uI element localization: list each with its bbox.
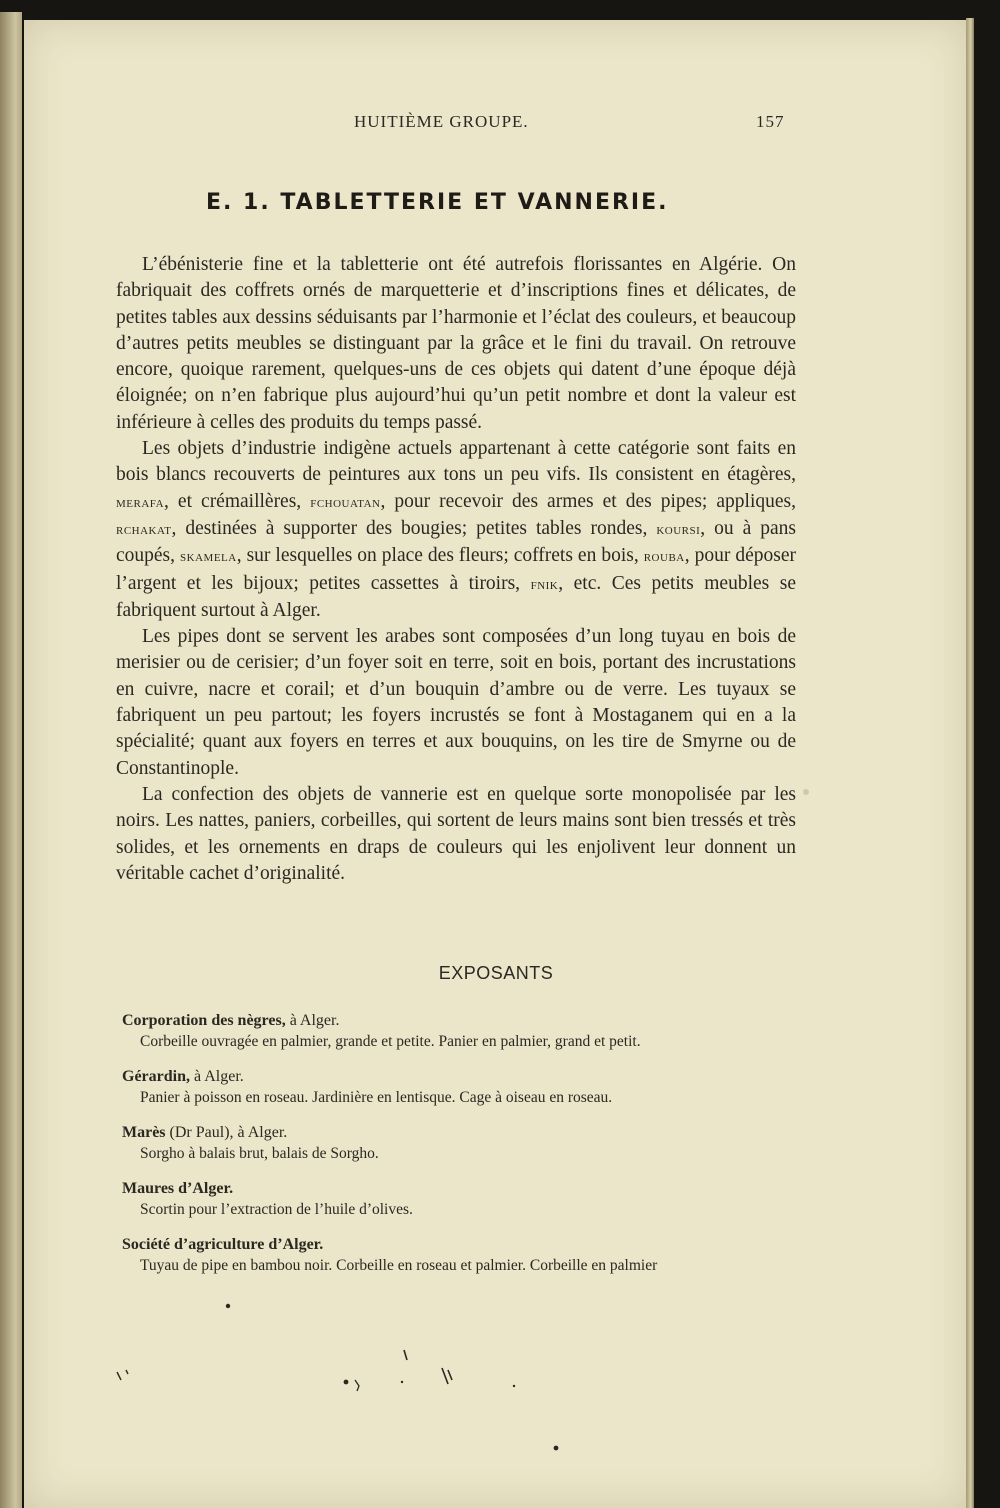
exhibitor-entry	[122, 1066, 842, 1108]
p2-text: , pour recevoir des armes et des pipes; appliques,	[380, 490, 796, 512]
term-fchouatan: fchouatan	[310, 493, 381, 511]
exhibitor-entry	[122, 1178, 842, 1220]
page-number: 157	[756, 112, 785, 131]
exhibitor-name: Gérardin,	[122, 1068, 190, 1085]
ink-speck	[803, 789, 809, 795]
exhibitor-header	[122, 1066, 842, 1087]
ink-speck	[117, 1370, 128, 1380]
exhibitor-name: Marès	[122, 1124, 166, 1141]
p2-text: , et crémaillères,	[164, 490, 311, 512]
paragraph-4: La confection des objets de vannerie est en quelque sorte monopolisée par les noirs. Les nattes, paniers, corbeilles, qui sortent de leurs mains sont bien tressés et très solides, et les ornements en draps de couleurs qui les enjolivent leur donnent un véritable cachet d’originalité.	[116, 783, 796, 884]
exhibitor-items: Panier à poisson en roseau. Jardinière en lentisque. Cage à oiseau en roseau.	[140, 1089, 613, 1106]
facing-page-edge	[0, 12, 22, 1508]
exhibitor-entry	[122, 1010, 842, 1052]
exhibitor-name: Société d’agriculture d’Alger.	[122, 1236, 324, 1253]
exhibitor-items: Scortin pour l’extraction de l’huile d’olives.	[140, 1201, 413, 1218]
p2-text: , ou à pans coupés,	[116, 517, 796, 567]
p2-text: , pour déposer l’argent et les bijoux; petites cassettes à tiroirs,	[116, 545, 796, 594]
term-fnik: fnik	[530, 575, 559, 593]
exhibitor-name: Maures d’Alger.	[122, 1180, 234, 1197]
exhibitor-items: Corbeille ouvragée en palmier, grande et petite. Panier en palmier, grand et petit.	[140, 1033, 641, 1050]
exhibitor-items: Sorgho à balais brut, balais de Sorgho.	[140, 1145, 379, 1162]
ink-speck	[554, 1446, 559, 1451]
exhibitor-header	[122, 1010, 842, 1031]
exhibitor-entry	[122, 1234, 842, 1276]
ink-speck	[226, 1304, 230, 1308]
exhibitor-header	[122, 1122, 842, 1143]
page-edge	[966, 18, 974, 1508]
exhibitor-list	[122, 1010, 842, 1290]
term-merafa: merafa	[116, 493, 165, 511]
book-page	[24, 20, 968, 1508]
ink-speck	[401, 1381, 403, 1383]
ink-speck	[513, 1385, 515, 1387]
exhibitor-header	[122, 1234, 842, 1255]
p2-text: , etc. Ces petits meubles se fabriquent surtout à Alger.	[116, 572, 796, 621]
paragraph-3: Les pipes dont se servent les arabes sont composées d’un long tuyau en bois de merisier ou de cerisier; d’un foyer soit en terre, soit en bois, portant des incrustations en cuivre, nacre et corail; et d’un bouquin d’ambre ou de verre. Les tuyaux se fabriquent un peu partout; les foyers incrustés se font à Mostaganem qui en a la spécialité; quant aux foyers en terres et aux bouquins, on les tire de Smyrne ou de Constantinople.	[116, 626, 796, 779]
paragraph-1: L’ébénisterie fine et la tabletterie ont été autrefois florissantes en Algérie. On fabriquait des coffrets ornés de marquetterie et d’inscriptions fines et délicates, de petites tables aux dessins séduisants par l’harmonie et l’éclat des couleurs, et beaucoup d’autres petits meubles se distinguant par la grâce et le fini du travail. On retrouve encore, quoique rarement, quelques-uns de ces objets qui datent d’une époque déjà éloignée; on n’en fabrique plus aujourd’hui qu’un petit nombre et dont la valeur est inférieure à celles des produits du temps passé.	[116, 254, 796, 433]
exposants-heading: EXPOSANTS	[438, 963, 554, 983]
ink-speck	[404, 1350, 407, 1360]
term-koursi: koursi	[656, 520, 701, 538]
term-rchakat: rchakat	[116, 520, 172, 538]
exhibitor-entry	[122, 1122, 842, 1164]
exhibitor-items: Tuyau de pipe en bambou noir. Corbeille en roseau et palmier. Corbeille en palmier	[140, 1257, 658, 1274]
section-title: E. 1. TABLETTERIE ET VANNERIE.	[206, 190, 669, 215]
term-skamela: skamela	[180, 548, 237, 566]
paragraph-2	[116, 436, 796, 624]
exhibitor-place: à Alger.	[190, 1068, 244, 1085]
body-text	[116, 252, 796, 887]
ink-speck	[344, 1380, 349, 1385]
p2-text: , sur lesquelles on place des fleurs; coffrets en bois,	[236, 545, 644, 567]
exhibitor-header	[122, 1178, 842, 1199]
ink-speck	[442, 1368, 452, 1384]
exhibitor-place: (Dr Paul), à Alger.	[165, 1124, 288, 1141]
exhibitor-place: à Alger.	[285, 1012, 340, 1029]
exhibitor-name: Corporation des nègres,	[122, 1012, 286, 1029]
ink-speck	[355, 1380, 359, 1391]
p2-text: , destinées à supporter des bougies; petites tables rondes,	[171, 517, 657, 539]
running-head-title: HUITIÈME GROUPE.	[354, 112, 529, 131]
term-rouba: rouba	[643, 548, 685, 566]
p2-text: Les objets d’industrie indigène actuels appartenant à cette catégorie sont faits en bois blancs recouverts de peintures aux tons un peu vifs. Ils consistent en étagères,	[116, 438, 796, 486]
